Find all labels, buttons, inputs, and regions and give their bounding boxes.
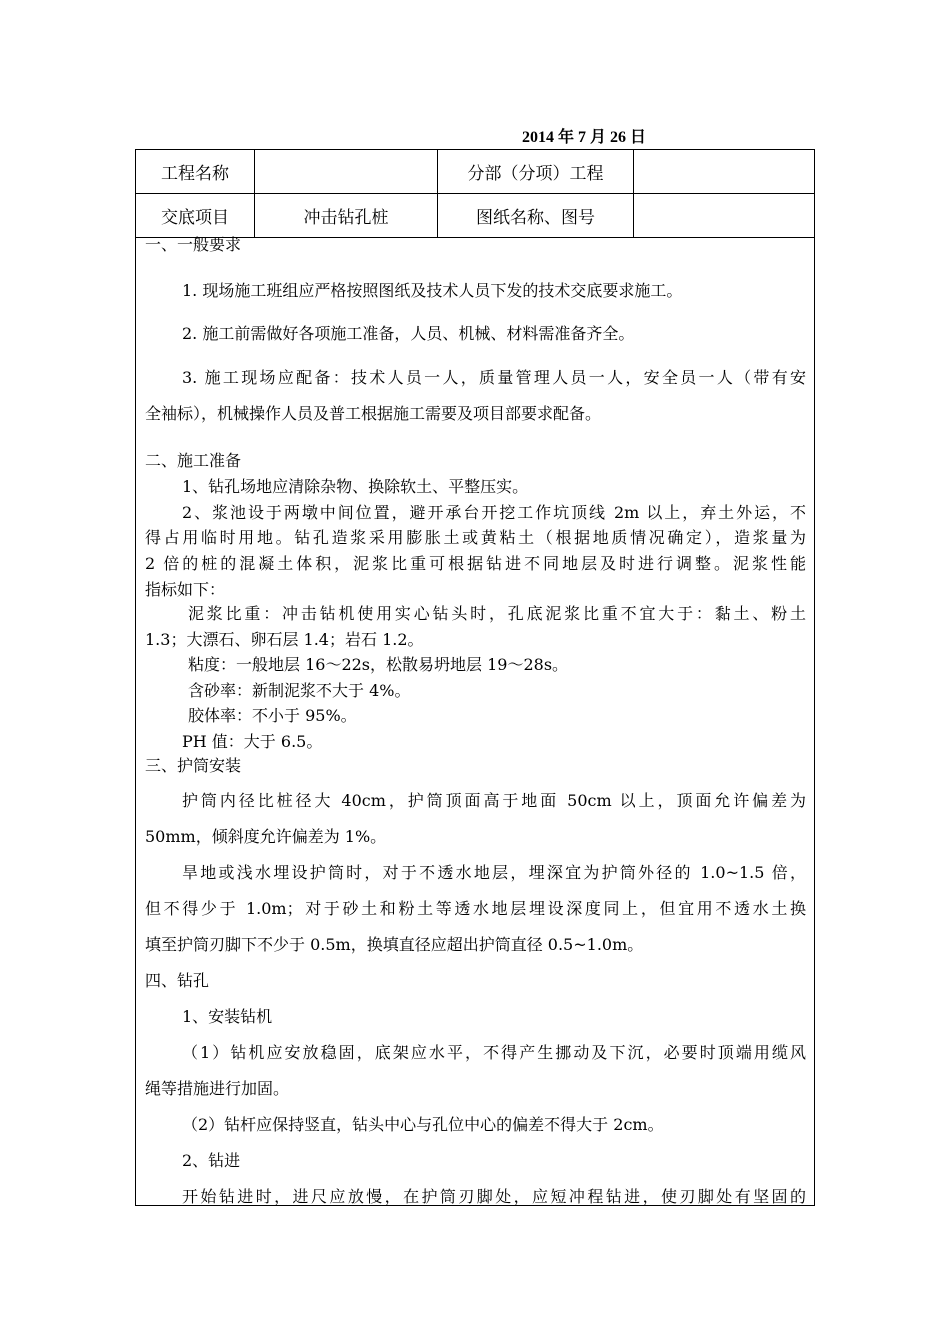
subproject-label: 分部（分项）工程 (438, 150, 634, 193)
project-name-value (255, 150, 438, 193)
subsection-heading: 1、安装钻机 (182, 1007, 273, 1026)
paragraph-line: 开始钻进时，进尺应放慢，在护筒刃脚处，应短冲程钻进，使刃脚处有坚固的 (182, 1187, 806, 1206)
paragraph-line: 3. 施工现场应配备：技术人员一人，质量管理人员一人，安全员一人（带有安 (182, 368, 806, 387)
paragraph-line: 50mm，倾斜度允许偏差为 1%。 (145, 827, 387, 846)
disclosure-table (135, 149, 815, 1206)
section-heading: 三、护筒安装 (145, 756, 242, 775)
paragraph-line: 旱地或浅水埋设护筒时，对于不透水地层，埋深宜为护筒外径的 1.0~1.5 倍， (182, 863, 806, 882)
paragraph-line: 含砂率：新制泥浆不大于 4%。 (188, 681, 411, 700)
subproject-value (634, 150, 814, 193)
item-value: 冲击钻孔桩 (255, 194, 438, 237)
paragraph-line: 填至护筒刃脚下不少于 0.5m，换填直径应超出护筒直径 0.5~1.0m。 (145, 935, 644, 954)
paragraph-line: （1）钻机应安放稳固，底架应水平，不得产生挪动及下沉，必要时顶端用缆风 (182, 1043, 806, 1062)
paragraph-line: 2 倍的桩的混凝土体积，泥浆比重可根据钻进不同地层及时进行调整。泥浆性能 (145, 554, 806, 573)
section-heading: 二、施工准备 (145, 451, 242, 470)
paragraph-line: 1. 现场施工班组应严格按照图纸及技术人员下发的技术交底要求施工。 (182, 281, 683, 300)
paragraph-line: 指标如下： (145, 580, 226, 599)
paragraph-line: 胶体率：不小于 95%。 (188, 706, 357, 725)
drawing-value (634, 194, 814, 237)
section-heading: 四、钻孔 (145, 971, 210, 990)
paragraph-line: 但不得少于 1.0m；对于砂土和粉土等透水地层埋设深度同上，但宜用不透水土换 (145, 899, 806, 918)
header-row-1 (136, 150, 814, 194)
paragraph-line: PH 值：大于 6.5。 (182, 732, 323, 751)
paragraph-line: 全袖标），机械操作人员及普工根据施工需要及项目部要求配备。 (145, 404, 602, 423)
paragraph-line: 粘度：一般地层 16～22s，松散易坍地层 19～28s。 (188, 655, 569, 674)
paragraph-line: 泥浆比重：冲击钻机使用实心钻头时，孔底泥浆比重不宜大于：黏土、粉土 (188, 604, 806, 623)
paragraph-line: （2）钻杆应保持竖直，钻头中心与孔位中心的偏差不得大于 2cm。 (182, 1115, 664, 1134)
subsection-heading: 2、钻进 (182, 1151, 241, 1170)
paragraph-line: 得占用临时用地。钻孔造浆采用膨胀土或黄粘土（根据地质情况确定），造浆量为 (145, 528, 806, 547)
paragraph-line: 2. 施工前需做好各项施工准备，人员、机械、材料需准备齐全。 (182, 324, 635, 343)
drawing-label: 图纸名称、图号 (438, 194, 634, 237)
paragraph-line: 护筒内径比桩径大 40cm，护筒顶面高于地面 50cm 以上，顶面允许偏差为 (182, 791, 806, 810)
section-heading: 一、一般要求 (145, 235, 242, 254)
paragraph-line: 绳等措施进行加固。 (145, 1079, 290, 1098)
project-name-label: 工程名称 (136, 150, 255, 193)
paragraph-line: 1、钻孔场地应清除杂物、换除软土、平整压实。 (182, 477, 529, 496)
paragraph-line: 1.3；大漂石、卵石层 1.4；岩石 1.2。 (145, 630, 424, 649)
paragraph-line: 2、浆池设于两墩中间位置，避开承台开挖工作坑顶线 2m 以上，弃土外运，不 (182, 503, 806, 522)
item-label: 交底项目 (136, 194, 255, 237)
document-date: 2014 年 7 月 26 日 (522, 129, 647, 146)
